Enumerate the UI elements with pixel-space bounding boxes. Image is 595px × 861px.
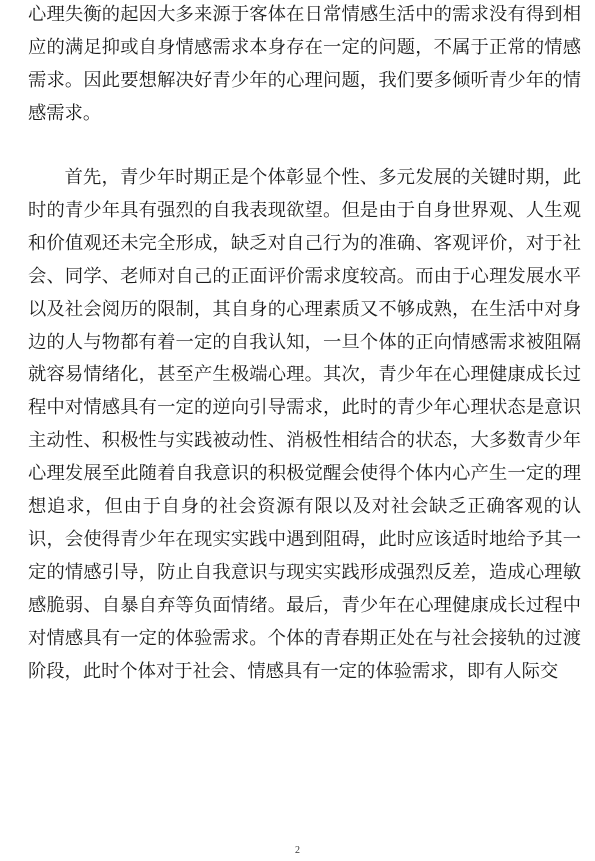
page-number: 2 bbox=[295, 845, 300, 856]
body-paragraph-1: 心理失衡的起因大多来源于客体在日常情感生活中的需求没有得到相应的满足抑或自身情感需求本身存在一定的问题，不属于正常的情感需求。因此要想解决好青少年的心理问题，我们要多倾听青少年的情感需求。 bbox=[28, 4, 581, 124]
body-paragraph-2: 首先，青少年时期正是个体彰显个性、多元发展的关键时期，此时的青少年具有强烈的自我表现欲望。但是由于自身世界观、人生观和价值观还未完全形成，缺乏对自己行为的准确、客观评价，对于社会、同学、老师对自己的正面评价需求度较高。而由于心理发展水平以及社会阅历的限制，其自身的心理素质又不够成熟，在生活中对身边的人与物都有着一定的自我认知，一旦个体的正向情感需求被阻隔就容易情绪化，甚至产生极端心理。其次，青少年在心理健康成长过程中对情感具有一定的逆向引导需求，此时的青少年心理状态是意识主动性、积极性与实践被动性、消极性相结合的状态，大多数青少年心理发展至此随着自我意识的积极觉醒会使得个体内心产生一定的理想追求，但由于自身的社会资源有限以及对社会缺乏正确客观的认识，会使得青少年在现实实践中遇到阻碍，此时应该适时地给予其一定的情感引导，防止自我意识与现实实践形成强烈反差，造成心理敏感脆弱、自暴自弃等负面情绪。最后，青少年在心理健康成长过程中对情感具有一定的体验需求。个体的青春期正处在与社会接轨的过渡阶段，此时个体对于社会、情感具有一定的体验需求，即有人际交 bbox=[28, 167, 581, 682]
